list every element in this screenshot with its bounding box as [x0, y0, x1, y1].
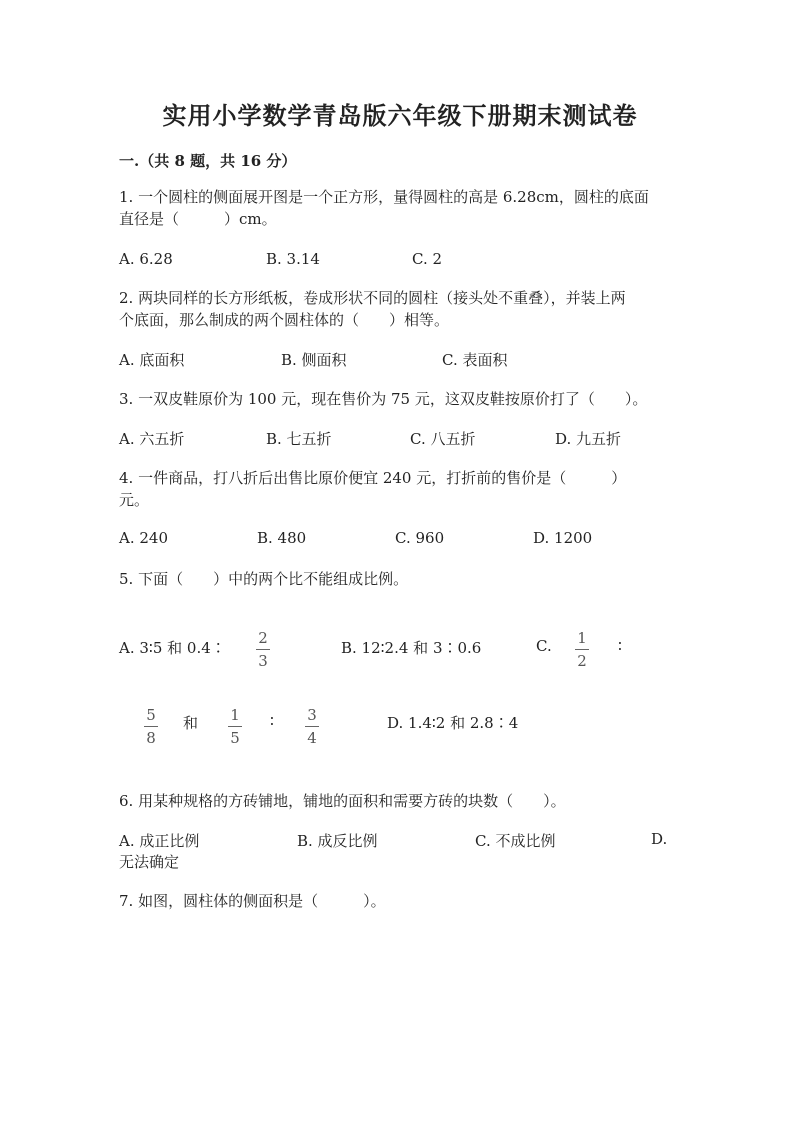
fraction-numerator: 3 [307, 706, 317, 724]
q1-option-c: C. 2 [412, 250, 443, 268]
q4-option-a: A. 240 [119, 529, 168, 547]
q6-option-c: C. 不成比例 [475, 832, 556, 850]
question-1-line-1: 1. 一个圆柱的侧面展开图是一个正方形，量得圆柱的高是 6.28cm，圆柱的底面 [119, 188, 649, 206]
question-2-line-2: 个底面，那么制成的两个圆柱体的（ ）相等。 [119, 311, 450, 329]
question-6-line-1: 6. 用某种规格的方砖铺地，铺地的面积和需要方砖的块数（ ）。 [119, 792, 566, 810]
ratio-colon: ∶ [618, 637, 622, 655]
section-heading: 一.（共 8 题，共 16 分） [119, 152, 297, 170]
and-text: 和 [183, 714, 199, 732]
q4-option-c: C. 960 [395, 529, 445, 547]
q5-fraction-c3 [228, 706, 242, 747]
question-1-line-2: 直径是（ ）cm。 [119, 210, 277, 228]
q6-option-d: D. [651, 830, 668, 848]
fraction-numerator: 1 [230, 706, 240, 724]
question-2-line-1: 2. 两块同样的长方形纸板，卷成形状不同的圆柱（接头处不重叠），并装上两 [119, 289, 626, 307]
fraction-bar [228, 726, 242, 727]
question-4-line-1: 4. 一件商品，打八折后出售比原价便宜 240 元，打折前的售价是（ ） [119, 469, 627, 487]
q4-option-b: B. 480 [257, 529, 307, 547]
page-title: 实用小学数学青岛版六年级下册期末测试卷 [162, 101, 638, 130]
q6-option-d-continued: 无法确定 [119, 853, 180, 871]
q3-option-c: C. 八五折 [410, 430, 476, 448]
q5-fraction-c4 [305, 706, 319, 747]
fraction-denominator: 4 [307, 729, 317, 747]
q2-option-a: A. 底面积 [119, 351, 185, 369]
fraction-numerator: 5 [146, 706, 156, 724]
question-3-line-1: 3. 一双皮鞋原价为 100 元，现在售价为 75 元，这双皮鞋按原价打了（ ）。 [119, 390, 648, 408]
q5-option-d: D. 1.4∶2 和 2.8∶4 [387, 714, 519, 732]
fraction-bar [575, 649, 589, 650]
fraction-numerator: 2 [258, 629, 268, 647]
q5-fraction-c1 [575, 629, 589, 670]
q6-option-b: B. 成反比例 [297, 832, 378, 850]
fraction-bar [256, 649, 270, 650]
q3-option-d: D. 九五折 [555, 430, 622, 448]
q5-fraction-a [256, 629, 270, 670]
fraction-denominator: 3 [258, 652, 268, 670]
q5-option-c: C. [536, 637, 552, 655]
q6-option-a: A. 成正比例 [119, 832, 200, 850]
fraction-bar [305, 726, 319, 727]
q3-option-a: A. 六五折 [119, 430, 185, 448]
q1-option-b: B. 3.14 [266, 250, 320, 268]
ratio-colon: ∶ [270, 712, 274, 730]
q5-option-b: B. 12∶2.4 和 3∶0.6 [341, 639, 482, 657]
q5-fraction-c2 [144, 706, 158, 747]
q1-option-a: A. 6.28 [119, 250, 173, 268]
question-5-line-1: 5. 下面（ ）中的两个比不能组成比例。 [119, 570, 409, 588]
fraction-denominator: 5 [230, 729, 240, 747]
q2-option-c: C. 表面积 [442, 351, 508, 369]
fraction-bar [144, 726, 158, 727]
question-4-line-2: 元。 [119, 491, 150, 509]
q4-option-d: D. 1200 [533, 529, 593, 547]
fraction-denominator: 2 [577, 652, 587, 670]
question-7-line-1: 7. 如图，圆柱体的侧面积是（ ）。 [119, 892, 386, 910]
fraction-numerator: 1 [577, 629, 587, 647]
fraction-denominator: 8 [146, 729, 156, 747]
q2-option-b: B. 侧面积 [281, 351, 347, 369]
q5-option-a: A. 3∶5 和 0.4∶ [119, 639, 226, 657]
q3-option-b: B. 七五折 [266, 430, 332, 448]
